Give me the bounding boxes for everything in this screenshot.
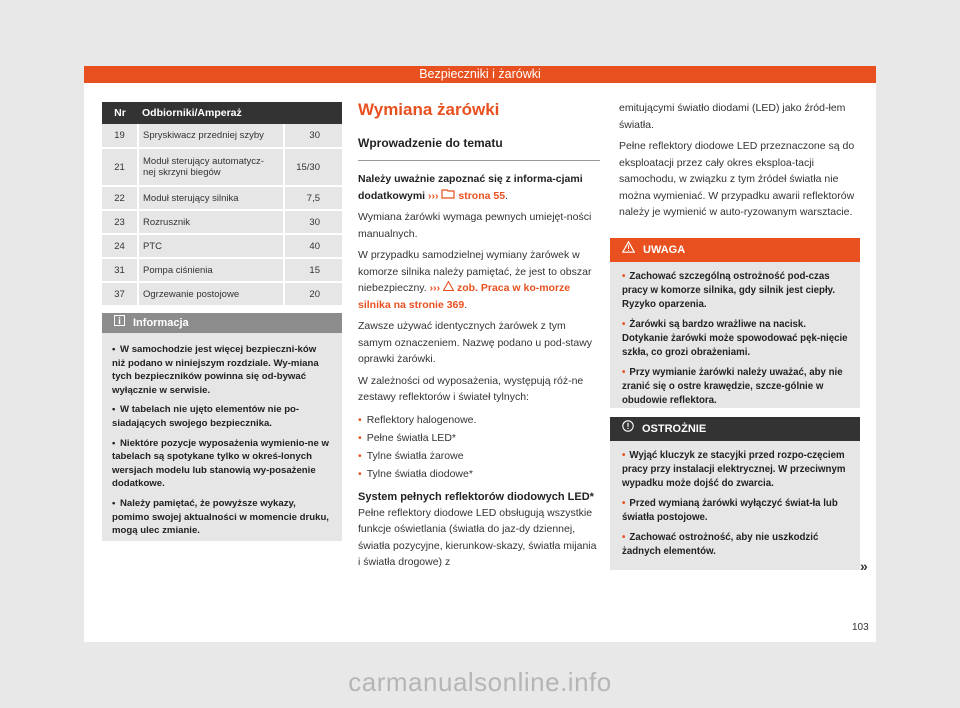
table-row [102,234,342,258]
fuse-table [102,102,342,307]
caution-box-header [610,417,860,441]
paragraph: W przypadku samodzielnej wymiany żarówek w komorze silnika należy pamiętać, że jest to obszar niebezpieczny. ››› zob. Praca w ko-morze silnika na stronie 369. [358,249,592,311]
cell-amp: 7,5 [284,186,342,210]
cell-nr: 37 [102,282,138,306]
cell-name: Pompa ciśnienia [138,258,284,282]
warning-icon [622,238,635,262]
column-header-nr: Nr [102,102,138,124]
list-item: • Przy wymianie żarówki należy uważać, aby nie zranić się o ostre krawędzie, szcze-gólnie w obudowie reflektora. [622,367,843,406]
caution-body [610,441,860,559]
ref-arrow: ››› [428,189,439,202]
cell-nr: 31 [102,258,138,282]
warning-body [610,262,860,408]
list-item: • W tabelach nie ujęto elementów nie po-siadających swojego bezpiecznika. [112,404,300,429]
paragraph: emitującymi światło diodami (LED) jako źród-łem światła. [619,102,846,131]
paragraph: Wymiana żarówki wymaga pewnych umiejęt-ności manualnych. [358,211,592,240]
cell-nr: 21 [102,148,138,186]
cell-amp: 30 [284,210,342,234]
cell-nr: 19 [102,124,138,148]
book-icon [441,190,455,202]
page-header: Bezpieczniki i żarówki [84,66,876,83]
continued-marker: » [860,558,868,574]
watermark: carmanualsonline.info [348,667,612,697]
table-row [102,148,342,186]
warning-box [610,238,860,408]
cell-amp: 30 [284,124,342,148]
cell-nr: 22 [102,186,138,210]
cell-name: Moduł sterujący automatycz- nej skrzyni biegów [138,148,284,186]
cell-amp: 20 [284,282,342,306]
table-row [102,186,342,210]
cell-name: Spryskiwacz przedniej szyby [138,124,284,148]
list-item: • Zachować ostrożność, aby nie uszkodzić żadnych elementów. [622,532,819,557]
cell-name: Moduł sterujący silnika [138,186,284,210]
list-item: • Żarówki są bardzo wrażliwe na nacisk. Dotykanie żarówki może spowodować pęk-nięcie szkła, co grozi obrażeniami. [622,319,848,358]
table-row [102,210,342,234]
list-item: • Tylne światła żarowe [358,449,464,462]
cell-amp: 40 [284,234,342,258]
info-box-body [102,333,342,538]
list-item: • Pełne światła LED* [358,431,456,444]
caution-box [610,417,860,570]
cell-amp: 15/30 [284,148,342,186]
cell-nr: 24 [102,234,138,258]
page-reference-link[interactable]: zob. Praca w ko-morze silnika na stronie 369 [358,282,571,311]
intro-paragraph: Należy uważnie zapoznać się z informa-cjami dodatkowymi ››› strona 55. [358,173,583,202]
page-number: 103 [852,622,869,633]
warning-box-header [610,238,860,262]
page-title: Wymiana żarówki [358,100,500,119]
list-item: • Zachować szczególną ostrożność pod-czas pracy w komorze silnika, gdy silnik jest ciepły. Ryzyko oparzenia. [622,271,836,310]
table-row [102,124,342,148]
caution-title: OSTROŻNIE [642,423,707,435]
page-reference-link[interactable]: strona 55 [458,189,506,202]
list-item: • W samochodzie jest więcej bezpieczni-ków niż podano w niniejszym rozdziale. Wy-miana tych bezpieczników powinna się od-bywać wyłącznie w serwisie. [112,344,319,396]
cell-nr: 23 [102,210,138,234]
warning-icon [443,282,454,294]
info-box-title: Informacja [133,317,189,329]
table-row [102,258,342,282]
list-item: • Niektóre pozycje wyposażenia wymienio-ne w tabelach są spotykane tylko w okreś-lonych wersjach modelu lub stanowią wy-posażenie dodatkowe. [112,437,329,490]
paragraph: W zależności od wyposażenia, występują róż-ne zestawy reflektorów i świateł tylnych: [358,374,584,403]
warning-title: UWAGA [643,244,686,256]
table-row [102,282,342,306]
cell-name: Rozrusznik [138,210,284,234]
paragraph: Zawsze używać identycznych żarówek z tym samym oznaczeniem. Nazwę podano u pod-stawy oprawki żarówki. [358,320,593,365]
info-icon [114,313,125,333]
main-column [358,100,600,576]
section-heading: Wprowadzenie do tematu [358,136,600,161]
column-header-consumer: Odbiorniki/Amperaż [138,102,342,124]
subheading: System pełnych reflektorów diodowych LED* [358,490,594,503]
cell-name: Ogrzewanie postojowe [138,282,284,306]
list-item: • Wyjąć kluczyk ze stacyjki przed rozpo-częciem pracy przy instalacji elektrycznej. W przeciwnym wypadku może dojść do zwarcia. [622,450,846,489]
list-item: • Reflektory halogenowe. [358,413,477,426]
cell-amp: 15 [284,258,342,282]
cell-name: PTC [138,234,284,258]
right-column [619,100,861,226]
info-box-header [102,313,342,333]
caution-icon [622,417,634,441]
list-item: • Tylne światła diodowe* [358,467,473,480]
paragraph: Pełne reflektory diodowe LED obsługują wszystkie funkcje oświetlania (światła do jaz-dy dziennej, światła pozycyjne, kierunkow-skazy, światła mijania i światła drogowe) z [358,506,597,568]
paragraph: Pełne reflektory diodowe LED przeznaczone są do eksploatacji przez cały okres eksploa-tacji samochodu, w związku z tym źródeł światła nie można wymieniać. W przypadku awarii reflektorów należy je wymienić w auto-ryzowanym warsztacie. [619,140,855,218]
list-item: • Należy pamiętać, że powyższe wykazy, pomimo swojej aktualności w momencie druku, mogą ulec zmianie. [112,497,329,537]
info-box [102,313,342,541]
list-item: • Przed wymianą żarówki wyłączyć świat-ła lub światła postojowe. [622,498,838,523]
bullet-list [358,411,600,483]
